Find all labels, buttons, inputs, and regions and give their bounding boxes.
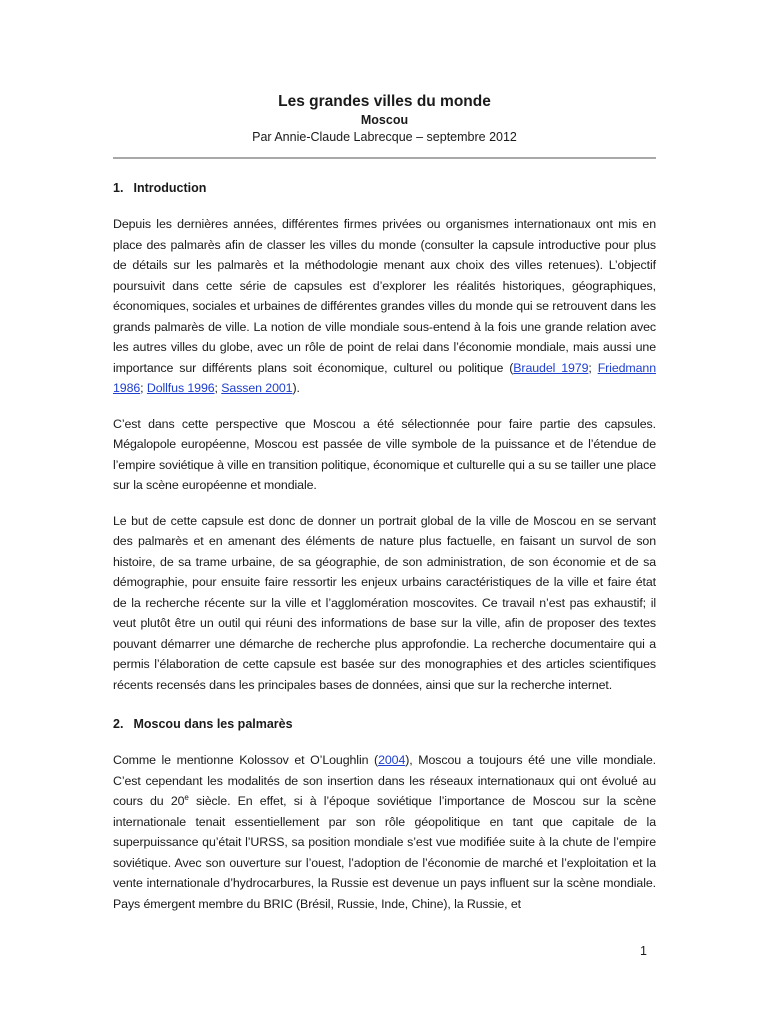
paragraph-text: ).	[292, 381, 300, 395]
section-number: 2.	[113, 717, 124, 731]
document-header	[113, 92, 656, 146]
paragraph: C’est dans cette perspective que Moscou a été sélectionnée pour faire partie des capsules. Mégalopole européenne, Moscou est passée de ville symbole de la puissance et de l’étendue de l’empire soviétique à ville en transition politique, économique et culturelle qui a su se tailler une place sur la scène européenne et mondiale.	[113, 416, 656, 492]
paragraph-text: siècle. En effet, si à l’époque soviétique l’importance de Moscou sur la scène internationale tenait essentiellement par son rôle géopolitique en tant que capitale de la superpuissance qu’était l’URSS, sa position mondiale s’est vue modifiée suite à la chute de l’empire soviétique. Avec son ouverture sur l’ouest, l’adoption de l’économie de marché et l’exploitation et la vente internationale d’hydrocarbures, la Russie est devenue un pays influent sur la scène mondiale. Pays émergent membre du BRIC (Brésil, Russie, Inde, Chine), la Russie, et	[113, 794, 656, 911]
section-title: Introduction	[133, 181, 207, 195]
page-number: 1	[640, 944, 647, 958]
section-number: 1.	[113, 181, 124, 195]
paragraph	[113, 214, 656, 399]
reference-link[interactable]: Dollfus 1996	[146, 381, 215, 395]
document-byline: Par Annie-Claude Labrecque – septembre 2012	[252, 130, 517, 144]
reference-link[interactable]: Friedmann 1986	[113, 360, 657, 395]
section-title: Moscou dans les palmarès	[133, 717, 293, 731]
section-heading-palmares	[113, 715, 656, 733]
section-heading-introduction	[113, 179, 656, 197]
reference-separator: ;	[214, 381, 222, 395]
paragraph-text: ), Moscou a toujours été une ville mondiale. C’est cependant les modalités de son insertion dans les réseaux internationaux qui ont évolué au cours du 20	[113, 753, 657, 808]
paragraph	[113, 750, 656, 914]
reference-link[interactable]: Braudel 1979	[513, 360, 589, 375]
superscript: e	[184, 792, 189, 802]
paragraph-text: Comme le mentionne Kolossov et O’Loughlin (	[113, 753, 379, 767]
reference-separator: ;	[140, 381, 147, 395]
document-title: Les grandes villes du monde	[278, 93, 491, 110]
document-subtitle: Moscou	[360, 113, 409, 127]
reference-link[interactable]: Sassen 2001	[221, 381, 293, 395]
reference-separator: ;	[588, 360, 598, 375]
page-content	[113, 92, 656, 914]
header-divider	[113, 157, 656, 159]
paragraph: Le but de cette capsule est donc de donner un portrait global de la ville de Moscou en se servant des palmarès et en amenant des éléments de nature plus factuelle, en faisant un survol de son histoire, de sa trame urbaine, de sa géographie, de son administration, de son économie et de sa démographie, pour ensuite faire ressortir les enjeux urbains caractéristiques de la ville et faire état de la recherche récente sur la ville et l’agglomération moscovites. Ce travail n’est pas exhaustif; il veut plutôt être un outil qui réuni des informations de base sur la ville, afin de proposer des textes pouvant démarrer une démarche de recherche plus approfondie. La recherche documentaire qui a permis l’élaboration de cette capsule est basée sur des monographies et des articles scientifiques récents recensés dans les principales bases de données, ainsi que sur la recherche internet.	[113, 513, 656, 692]
reference-link[interactable]: 2004	[378, 753, 406, 767]
paragraph-text: Depuis les dernières années, différentes firmes privées ou organismes internationaux ont mis en place des palmarès afin de classer les villes du monde (consulter la capsule introductive pour plus de détails sur les palmarès et la méthodologie menant aux choix des villes retenues). L’objectif poursuivit dans cette série de capsules est d’explorer les réalités historiques, géographiques, économiques, sociales et urbaines de différentes grandes villes du monde qui se retrouvent dans les grands palmarès de ville. La notion de ville mondiale sous-entend à la fois une grande relation avec les autres villes du globe, avec un rôle de point de relai dans l’économie mondiale, mais aussi une importance sur différents plans soit économique, culturel ou politique (	[113, 217, 656, 375]
